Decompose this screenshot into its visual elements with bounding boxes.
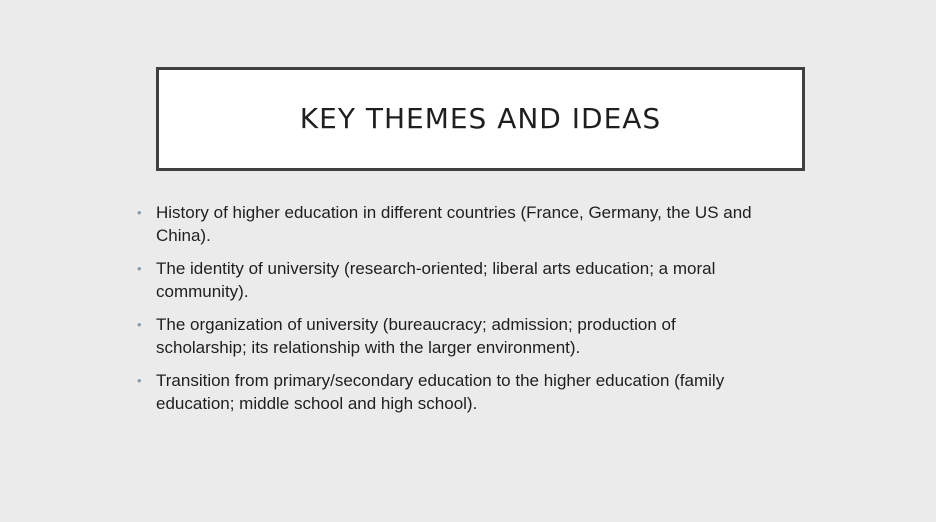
bullet-item xyxy=(137,257,767,303)
bullet-text: Transition from primary/secondary education to the higher education (family education; middle school and high school). xyxy=(156,371,725,413)
bullet-item xyxy=(137,201,767,247)
title-box xyxy=(156,67,805,171)
bullet-item xyxy=(137,369,767,415)
bullet-text: The identity of university (research-oriented; liberal arts education; a moral community). xyxy=(156,259,716,301)
bullet-icon: • xyxy=(137,205,142,220)
bullet-list xyxy=(137,201,767,425)
bullet-text: The organization of university (bureaucracy; admission; production of scholarship; its relationship with the larger environment). xyxy=(156,315,676,357)
bullet-icon: • xyxy=(137,317,142,332)
bullet-text: History of higher education in different countries (France, Germany, the US and China). xyxy=(156,203,752,245)
bullet-icon: • xyxy=(137,261,142,276)
bullet-icon: • xyxy=(137,373,142,388)
slide-title: KEY THEMES AND IDEAS xyxy=(299,101,662,135)
bullet-item xyxy=(137,313,767,359)
